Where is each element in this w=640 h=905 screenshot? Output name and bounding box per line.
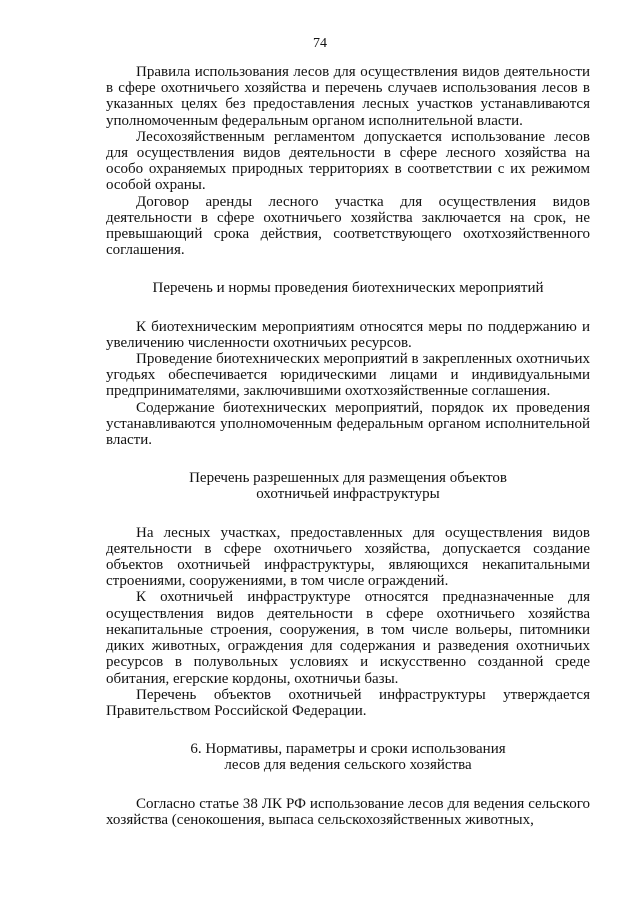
document-body bbox=[106, 64, 590, 828]
section-heading-infrastructure bbox=[106, 470, 590, 502]
heading-line: Перечень разрешенных для размещения объектов bbox=[189, 470, 507, 487]
paragraph-biotechnical-provision: Проведение биотехнических мероприятий в закрепленных охотничьих угодьях обеспечивается юридическими лицами и индивидуальными предпринимателями, заключившими охотхозяйственные соглашения. bbox=[106, 351, 590, 400]
heading-line: охотничьей инфраструктуры bbox=[256, 486, 440, 503]
paragraph-biotechnical-content: Содержание биотехнических мероприятий, порядок их проведения устанавливаются уполномоченным федеральным органом исполнительной власти. bbox=[106, 399, 590, 449]
heading-line: Перечень и нормы проведения биотехнических мероприятий bbox=[152, 280, 544, 297]
paragraph-agriculture-article: Согласно статье 38 ЛК РФ использование лесов для ведения сельского хозяйства (сенокошения, выпаса сельскохозяйственных животных, bbox=[106, 795, 590, 828]
heading-line: 6. Нормативы, параметры и сроки использования bbox=[190, 741, 506, 758]
paragraph-forest-use-rules: Правила использования лесов для осуществления видов деятельности в сфере охотничьего хозяйства и перечень случаев использования лесов в указанных целях без предоставления лесных участков устанавливаются уполномоченным федеральным органом исполнительной власти. bbox=[106, 64, 590, 129]
paragraph-protected-territories: Лесохозяйственным регламентом допускается использование лесов для осуществления видов деятельности в сфере лесного хозяйства на особо охраняемых природных территориях в соответствии с их режимом особой охраны. bbox=[106, 128, 590, 194]
page-number: 74 bbox=[313, 36, 327, 51]
paragraph-biotechnical-definition: К биотехническим мероприятиям относятся меры по поддержанию и увеличению численности охотничьих ресурсов. bbox=[106, 318, 590, 351]
heading-line: лесов для ведения сельского хозяйства bbox=[224, 757, 472, 774]
section-heading-agriculture bbox=[106, 741, 590, 773]
paragraph-lease-agreement: Договор аренды лесного участка для осуществления видов деятельности в сфере охотничьего хозяйства заключается на срок, не превышающий срока действия, соответствующего охотхозяйственного соглашения. bbox=[106, 193, 590, 259]
paragraph-infrastructure-allowed: На лесных участках, предоставленных для осуществления видов деятельности в сфере охотничьего хозяйства, допускается создание объектов охотничьей инфраструктуры, являющихся некапитальными строениями, сооружениями, в том числе ограждений. bbox=[106, 524, 590, 590]
section-heading-biotechnical bbox=[106, 280, 590, 296]
paragraph-infrastructure-definition: К охотничьей инфраструктуре относятся предназначенные для осуществления видов деятельности в сфере охотничьего хозяйства некапитальные строения, сооружения, в том числе вольеры, питомники диких животных, ограждения для содержания и разведения охотничьих ресурсов в полувольных условиях и искусственно созданной среде обитания, егерские кордоны, охотничьи базы. bbox=[106, 589, 590, 687]
paragraph-infrastructure-list: Перечень объектов охотничьей инфраструктуры утверждается Правительством Российской Федерации. bbox=[106, 686, 590, 719]
